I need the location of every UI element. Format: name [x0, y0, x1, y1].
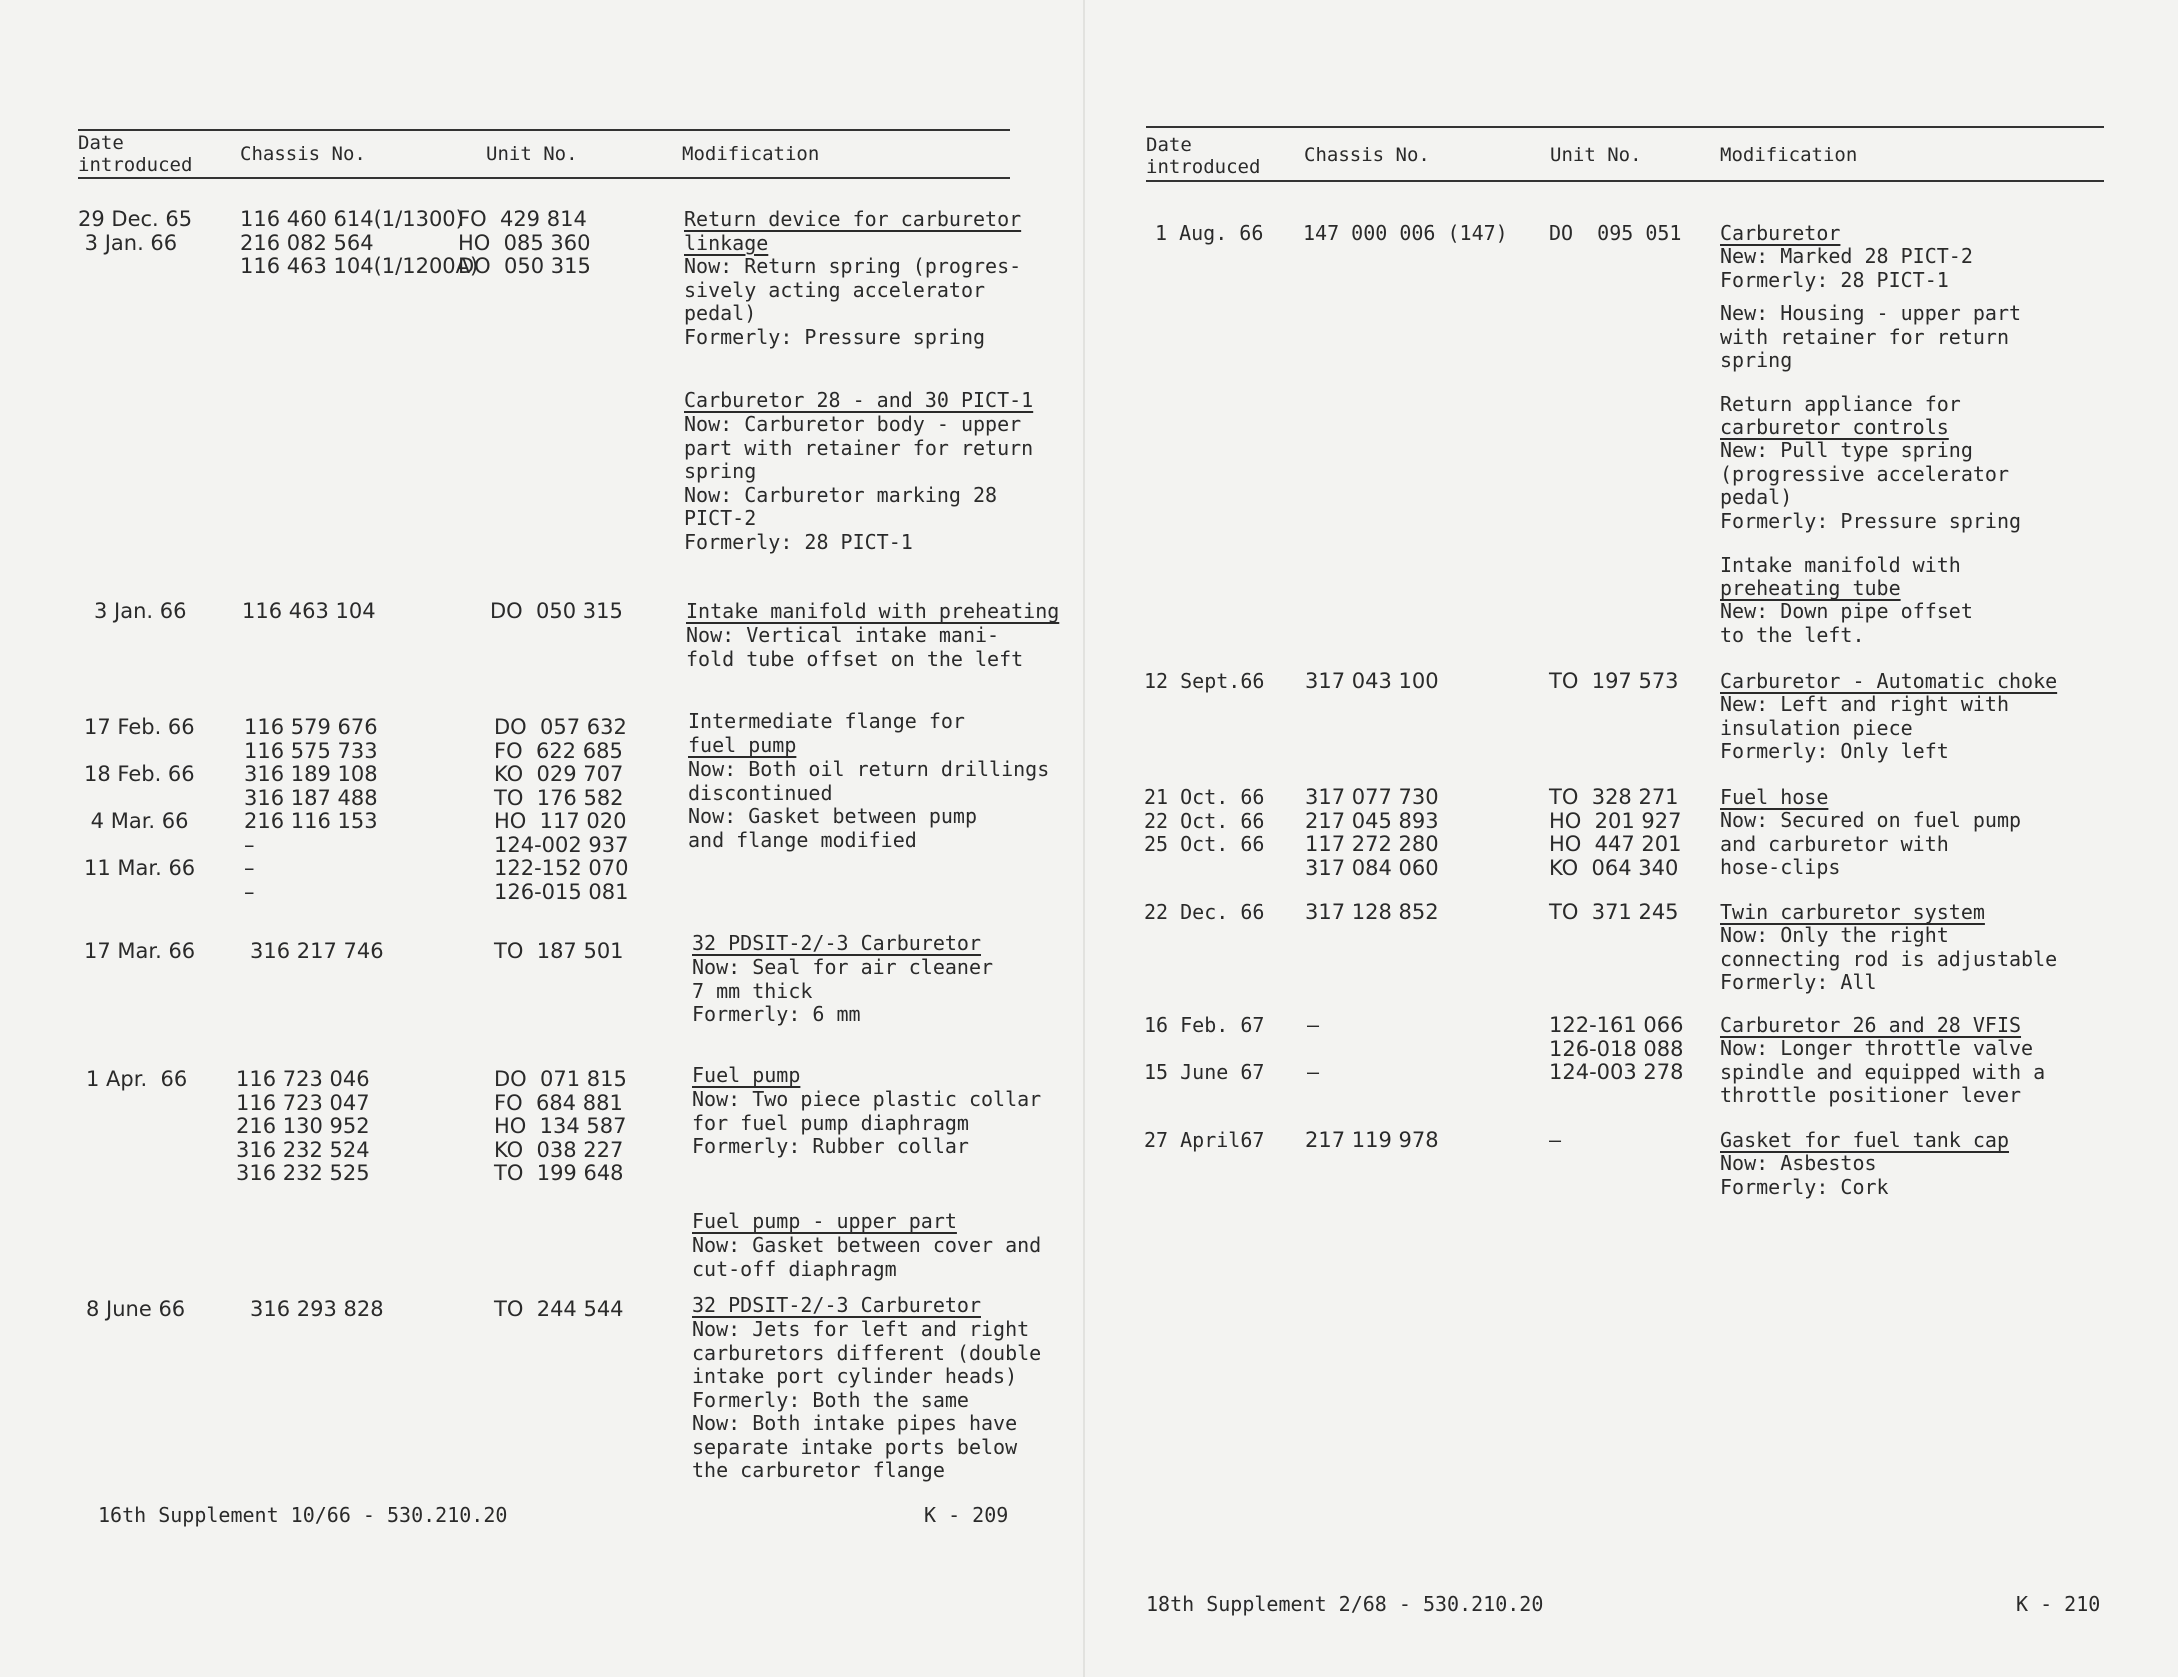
modification-text: Now: Secured on fuel pump and carburetor with hose-clips	[1720, 808, 2022, 879]
entry-chassis: 316 217 746	[250, 939, 384, 963]
footer-page-number: K - 209	[924, 1503, 1009, 1527]
modification-title: Fuel hose	[1720, 785, 1829, 809]
modification-text: New: Housing - upper part with retainer for return spring	[1720, 301, 2022, 372]
entry-unit: TO 197 573	[1549, 669, 1679, 693]
modification-title: Twin carburetor system	[1720, 900, 1985, 924]
header-chassis: Chassis No.	[1304, 144, 1430, 166]
entry-chassis: 317 077 730 217 045 893 117 272 280 317 084 060	[1305, 785, 1439, 880]
entry-unit: DO 057 632 FO 622 685 KO 029 707 TO 176 582 HO 117 020 124-002 937 122-152 070 126-015 081	[494, 715, 629, 904]
right-page	[1085, 0, 2178, 1677]
entry-chassis: 116 723 046 116 723 047 216 130 952 316 232 524 316 232 525	[236, 1067, 370, 1185]
entry-unit: DO 071 815 FO 684 881 HO 134 587 KO 038 227 TO 199 648	[494, 1067, 627, 1185]
entry-unit: TO 244 544	[494, 1297, 624, 1321]
entry-unit: DO 095 051	[1549, 221, 1682, 245]
modification-title: Fuel pump	[692, 1063, 801, 1087]
entry-chassis: 147 000 006 (147)	[1303, 221, 1508, 245]
header-unit: Unit No.	[486, 143, 578, 165]
modification-text: Now: Both oil return drillings discontinued Now: Gasket between pump and flange modified	[688, 757, 1050, 852]
entry-date: 17 Feb. 66 18 Feb. 66 4 Mar. 66 11 Mar. 66	[84, 715, 196, 880]
modification-text: Now: Asbestos Formerly: Cork	[1720, 1151, 1889, 1199]
modification-text: Now: Seal for air cleaner 7 mm thick Formerly: 6 mm	[692, 955, 994, 1026]
modification-title: Fuel pump - upper part	[692, 1209, 957, 1233]
entry-date: 1 Apr. 66	[86, 1067, 188, 1091]
entry-date: 22 Dec. 66	[1144, 900, 1265, 924]
entry-date: 12 Sept.66	[1144, 669, 1265, 693]
entry-chassis: 116 463 104	[242, 599, 376, 623]
entry-chassis: 217 119 978	[1305, 1128, 1439, 1152]
header-date: Date introduced	[78, 132, 193, 176]
modification-text: Now: Longer throttle valve spindle and equipped with a throttle positioner lever	[1720, 1036, 2046, 1107]
modification-title: preheating tube	[1720, 576, 1901, 600]
entry-date: 21 Oct. 66 22 Oct. 66 25 Oct. 66	[1144, 785, 1265, 856]
entry-unit: –	[1549, 1128, 1562, 1152]
entry-unit: FO 429 814 HO 085 360 DO 050 315	[458, 207, 591, 278]
header-chassis: Chassis No.	[240, 143, 366, 165]
entry-chassis: 116 579 676 116 575 733 316 189 108 316 187 488 216 116 153 – – –	[244, 715, 378, 904]
modification-title: Carburetor 28 - and 30 PICT-1	[684, 388, 1034, 412]
modification-text: New: Pull type spring (progressive accelerator pedal) Formerly: Pressure spring	[1720, 438, 2022, 533]
entry-chassis: 116 460 614(1/1300) 216 082 564 116 463 104(1/1200A)	[240, 207, 479, 278]
entry-unit: TO 328 271 HO 201 927 HO 447 201 KO 064 340	[1549, 785, 1682, 880]
modification-text: Now: Jets for left and right carburetors different (double intake port cylinder heads) Formerly: Both the same Now: Both intake pipes have separate intake ports below the carburetor flange	[692, 1317, 1042, 1482]
modification-text: Intermediate flange for	[688, 709, 965, 733]
left-page	[0, 0, 1085, 1677]
entry-chassis: – –	[1307, 1013, 1320, 1084]
entry-chassis: 316 293 828	[250, 1297, 384, 1321]
modification-text: Now: Gasket between cover and cut-off diaphragm	[692, 1233, 1042, 1281]
modification-text: Intake manifold with	[1720, 553, 1961, 577]
entry-chassis: 317 043 100	[1305, 669, 1439, 693]
modification-title: Gasket for fuel tank cap	[1720, 1128, 2009, 1152]
modification-text: Now: Return spring (progres- sively acting accelerator pedal) Formerly: Pressure spring	[684, 254, 1022, 349]
entry-date: 29 Dec. 65 3 Jan. 66	[78, 207, 193, 255]
modification-title: carburetor controls	[1720, 415, 1949, 439]
footer-supplement: 18th Supplement 2/68 - 530.210.20	[1146, 1592, 1544, 1616]
header-date: Date introduced	[1146, 134, 1261, 178]
modification-text: New: Left and right with insulation piece Formerly: Only left	[1720, 692, 2009, 763]
modification-text: Now: Two piece plastic collar for fuel pump diaphragm Formerly: Rubber collar	[692, 1087, 1042, 1158]
header-unit: Unit No.	[1550, 144, 1642, 166]
table-header	[78, 129, 1010, 179]
modification-title: Return device for carburetor linkage	[684, 207, 1022, 255]
footer-page-number: K - 210	[2016, 1592, 2101, 1616]
modification-title: fuel pump	[688, 733, 797, 757]
modification-title: Carburetor - Automatic choke	[1720, 669, 2058, 693]
modification-text: New: Marked 28 PICT-2 Formerly: 28 PICT-1	[1720, 244, 1973, 292]
modification-title: Carburetor 26 and 28 VFIS	[1720, 1013, 2022, 1037]
entry-unit: TO 371 245	[1549, 900, 1679, 924]
entry-date: 1 Aug. 66	[1155, 221, 1264, 245]
entry-date: 8 June 66	[86, 1297, 186, 1321]
entry-date: 16 Feb. 67 15 June 67	[1144, 1013, 1265, 1084]
modification-text: New: Down pipe offset to the left.	[1720, 599, 1973, 647]
entry-date: 27 April67	[1144, 1128, 1265, 1152]
modification-text: Now: Carburetor body - upper part with retainer for return spring Now: Carburetor marking 28 PICT-2 Formerly: 28 PICT-1	[684, 412, 1034, 554]
modification-title: 32 PDSIT-2/-3 Carburetor	[692, 1293, 981, 1317]
modification-title: Intake manifold with preheating	[686, 599, 1060, 623]
modification-text: Now: Only the right connecting rod is adjustable Formerly: All	[1720, 923, 2058, 994]
modification-text: Return appliance for	[1720, 392, 1961, 416]
footer-supplement: 16th Supplement 10/66 - 530.210.20	[98, 1503, 508, 1527]
header-modification: Modification	[1720, 144, 1858, 166]
table-header	[1146, 126, 2104, 182]
entry-chassis: 317 128 852	[1305, 900, 1439, 924]
entry-date: 3 Jan. 66	[94, 599, 187, 623]
entry-unit: TO 187 501	[494, 939, 624, 963]
entry-date: 17 Mar. 66	[84, 939, 196, 963]
header-modification: Modification	[682, 143, 820, 165]
modification-title: Carburetor	[1720, 221, 1841, 245]
entry-unit: DO 050 315	[490, 599, 623, 623]
modification-text: Now: Vertical intake mani- fold tube offset on the left	[686, 623, 1024, 671]
modification-title: 32 PDSIT-2/-3 Carburetor	[692, 931, 981, 955]
entry-unit: 122-161 066 126-018 088 124-003 278	[1549, 1013, 1684, 1084]
